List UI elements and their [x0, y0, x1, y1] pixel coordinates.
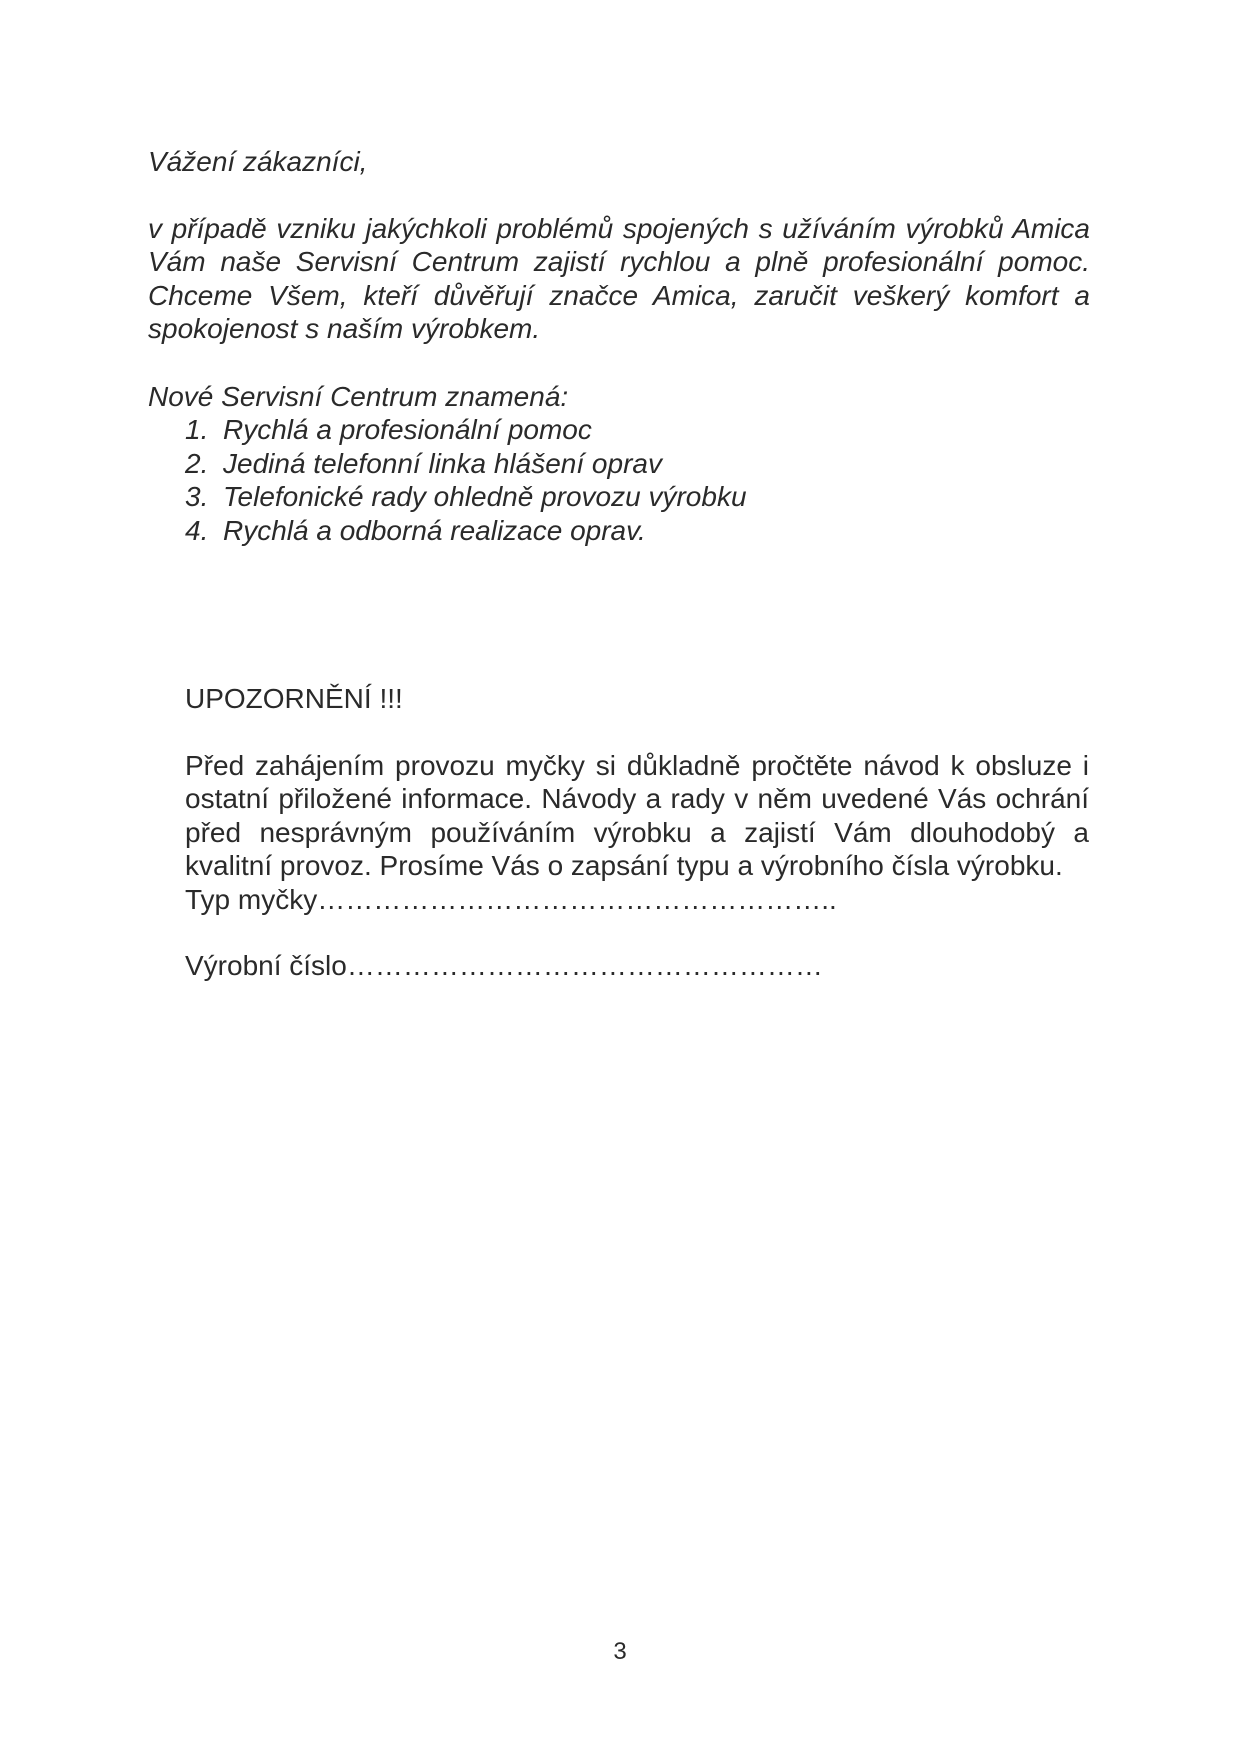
- list-item-number: 4.: [185, 514, 209, 546]
- list-item-number: 2.: [185, 447, 209, 479]
- warning-title: UPOZORNĚNÍ !!!: [185, 683, 403, 714]
- list-item-number: 3.: [185, 481, 209, 512]
- service-centre-heading: Nové Servisní Centrum znamená:: [148, 380, 569, 412]
- list-item-text: Rychlá a odborná realizace oprav.: [223, 514, 646, 546]
- list-item: [148, 413, 1090, 447]
- benefits-list: [148, 413, 1090, 547]
- intro-paragraph: v případě vzniku jakýchkoli problémů spojených s užíváním výrobků Amica Vám naše Servisní Centrum zajistí rychlou a plně profesionální pomoc. Chceme Všem, kteří důvěřují značce Amica, zaručit veškerý komfort a spokojenost s naším výrobkem.: [148, 212, 1090, 344]
- list-item-number: 1.: [185, 414, 209, 445]
- warning-section: [185, 682, 1089, 983]
- list-item: [148, 447, 1090, 481]
- list-item: [148, 514, 1090, 548]
- warning-paragraph: Před zahájením provozu myčky si důkladně pročtěte návod k obsluze i ostatní přiložené informace. Návody a rady v něm uvedené Vás ochrání před nesprávným používáním výrobku a zajistí Vám dlouhodobý a kvalitní provoz. Prosíme Vás o zapsání typu a výrobního čísla výrobku.: [185, 749, 1089, 881]
- page-number: 3: [613, 1638, 627, 1665]
- intro-section: [148, 145, 1090, 547]
- list-item-text: Jediná telefonní linka hlášení oprav: [223, 447, 662, 479]
- list-item-text: Telefonické rady ohledně provozu výrobku: [223, 481, 747, 512]
- list-item: [148, 480, 1090, 514]
- list-item-text: Rychlá a profesionální pomoc: [223, 414, 592, 445]
- dishwasher-type-field: Typ myčky………………………………………………..: [185, 883, 837, 915]
- serial-number-field: Výrobní číslo……………………………………………: [185, 950, 823, 981]
- greeting: Vážení zákazníci,: [148, 146, 368, 177]
